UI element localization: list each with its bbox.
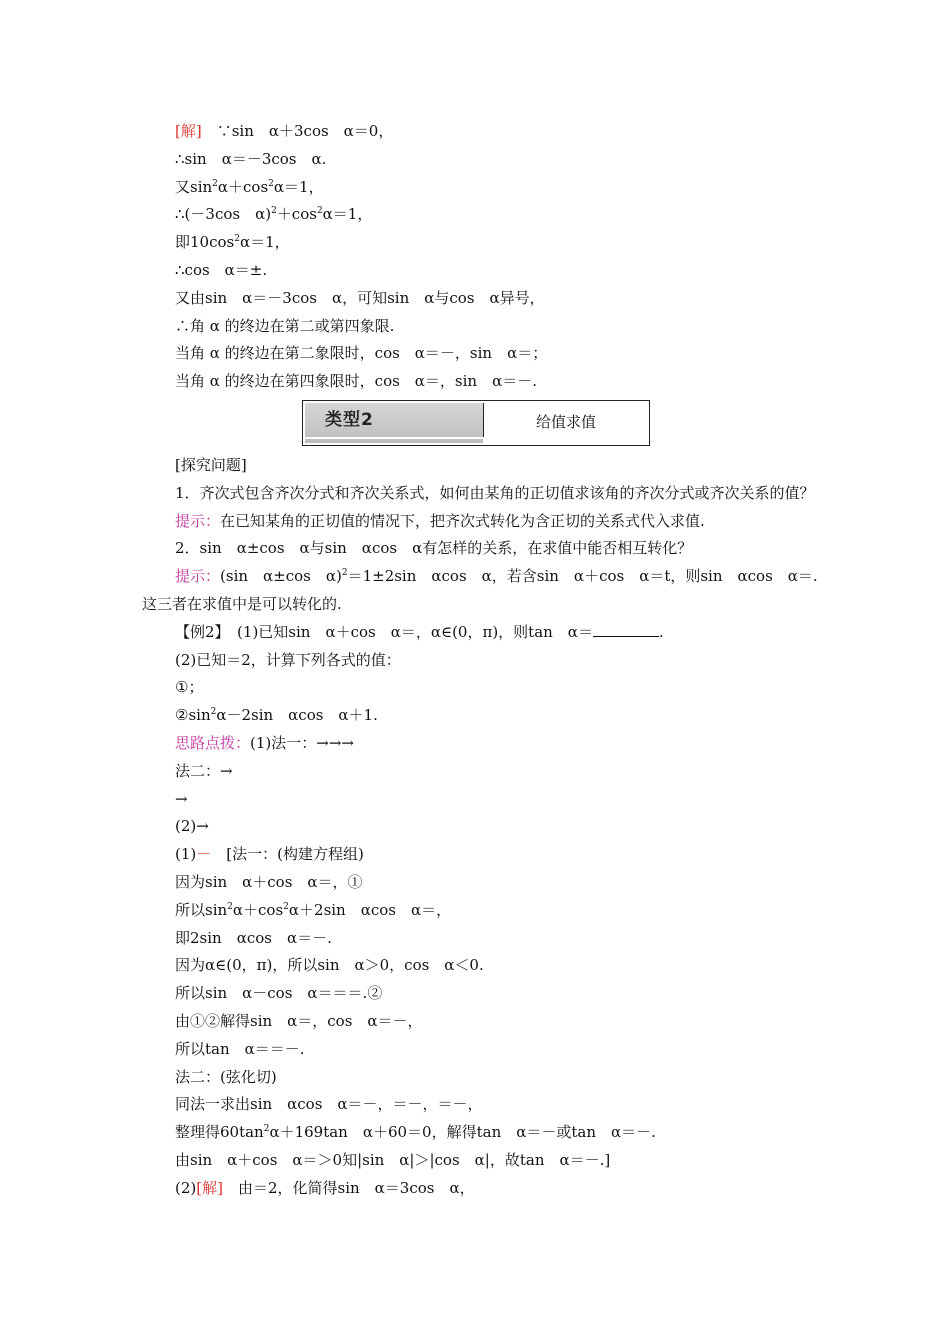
solution-step-6: 所以sin α－cos α＝＝＝.② [175,984,383,1003]
solution-step-13: (2)[解] 由＝2，化简得sin α＝3cos α， [175,1178,475,1197]
explore-question-2: 2．sin α±cos α与sin αcos α有怎样的关系，在求值中能否相互转化？ [175,539,693,558]
explore-heading: [探究问题] [175,455,247,474]
solution-line-7: 又由sin α＝－3cos α，可知sin α与cos α异号， [175,288,545,307]
tip-label: 思路点拨： [175,733,251,752]
method-2: 法二：→ [175,761,233,780]
solution-line-6: ∴cos α＝±. [175,260,268,279]
solution-line-10: 当角 α 的终边在第四象限时，cos α＝，sin α＝－. [175,372,537,391]
example-part-2: (2)已知＝2，计算下列各式的值： [175,650,401,669]
type-title: 给值求值 [535,412,596,431]
type-banner [302,400,650,446]
type-label: 类型2 [325,409,374,430]
solution-tag: [解] [175,122,202,140]
solution-step-8: 所以tan α＝＝－. [175,1039,305,1058]
arrow-line: → [175,789,188,808]
solution-step-4: 即2sin αcos α＝－. [175,928,332,947]
hint-label-2: 提示： [175,567,221,586]
thinking-tip: 思路点拨：(1)法一：→→→ [175,733,354,752]
solution-line-4: ∴(－3cos $\alpha)^2+\cos^2\alpha=1$， [175,205,373,224]
solution-line-5: 即$10\cos^2\alpha=1$， [175,233,290,252]
solution-step-2: 因为sin α＋cos α＝，① [175,872,363,891]
solution-step-11: 整理得$60\tan^2\alpha+169\tan$ α＋60＝0，解得tan α＝－或tan α＝－. [175,1123,656,1142]
solution-line-8: ∴角 α 的终边在第二或第四象限. [175,316,395,335]
document-content [142,118,820,1202]
solution-step-12: 由sin α＋cos α＝＞0知|sin α|＞|cos α|，故tan α＝－.] [175,1150,611,1169]
example-item-2: $②\sin^2\alpha-2\sin$ αcos α＋1. [175,706,378,725]
example-item-1: ①； [175,678,204,697]
solution-line-2: ∴sin α＝－3cos α. [175,149,327,168]
explore-answer-2: 提示：(sin α±cos α)$^2$＝1±2sin αcos α，若含sin α＋cos α＝t，则sin αcos α＝.这三者在求值中是可以转化的. [142,567,818,613]
solution-step-7: 由①②解得sin α＝，cos α＝－， [175,1011,423,1030]
answer-blank [593,622,659,637]
example-label: 【例2】 [175,622,223,641]
solution-step-10: 同法一求出sin αcos α＝－，＝－，＝－， [175,1095,483,1114]
solution-step-5: 因为α∈(0，π)，所以sin α＞0，cos α＜0. [175,956,484,975]
solution-line-3: 又$\sin^2\alpha+\cos^2\alpha=1$， [175,177,324,196]
solution-step-9: 法二：(弦化切) [175,1067,277,1086]
solution-line-9: 当角 α 的终边在第二象限时，cos α＝－，sin α＝； [175,344,548,363]
hint-label: 提示： [175,511,221,530]
solution-step-1: (1)－ [法一：(构建方程组) [175,845,364,864]
solution-line-1: [解] ∵sin α＋3cos α＝0， [175,122,394,140]
type-label-box [305,403,484,437]
example-part-1: 【例2】 (1)已知sin α＋cos α＝，α∈(0，π)，则tan α＝ . [175,622,664,641]
part-2-path: (2)→ [175,817,209,836]
explore-answer-1: 提示：在已知某角的正切值的情况下，把齐次式转化为含正切的关系式代入求值. [175,511,705,530]
explore-question-1: 1．齐次式包含齐次分式和齐次关系式，如何由某角的正切值求该角的齐次分式或齐次关系的值？ [175,483,815,502]
solution-step-3: 所以$\sin^2\alpha+\cos^2\alpha+2\sin$ αcos α＝， [175,900,452,919]
